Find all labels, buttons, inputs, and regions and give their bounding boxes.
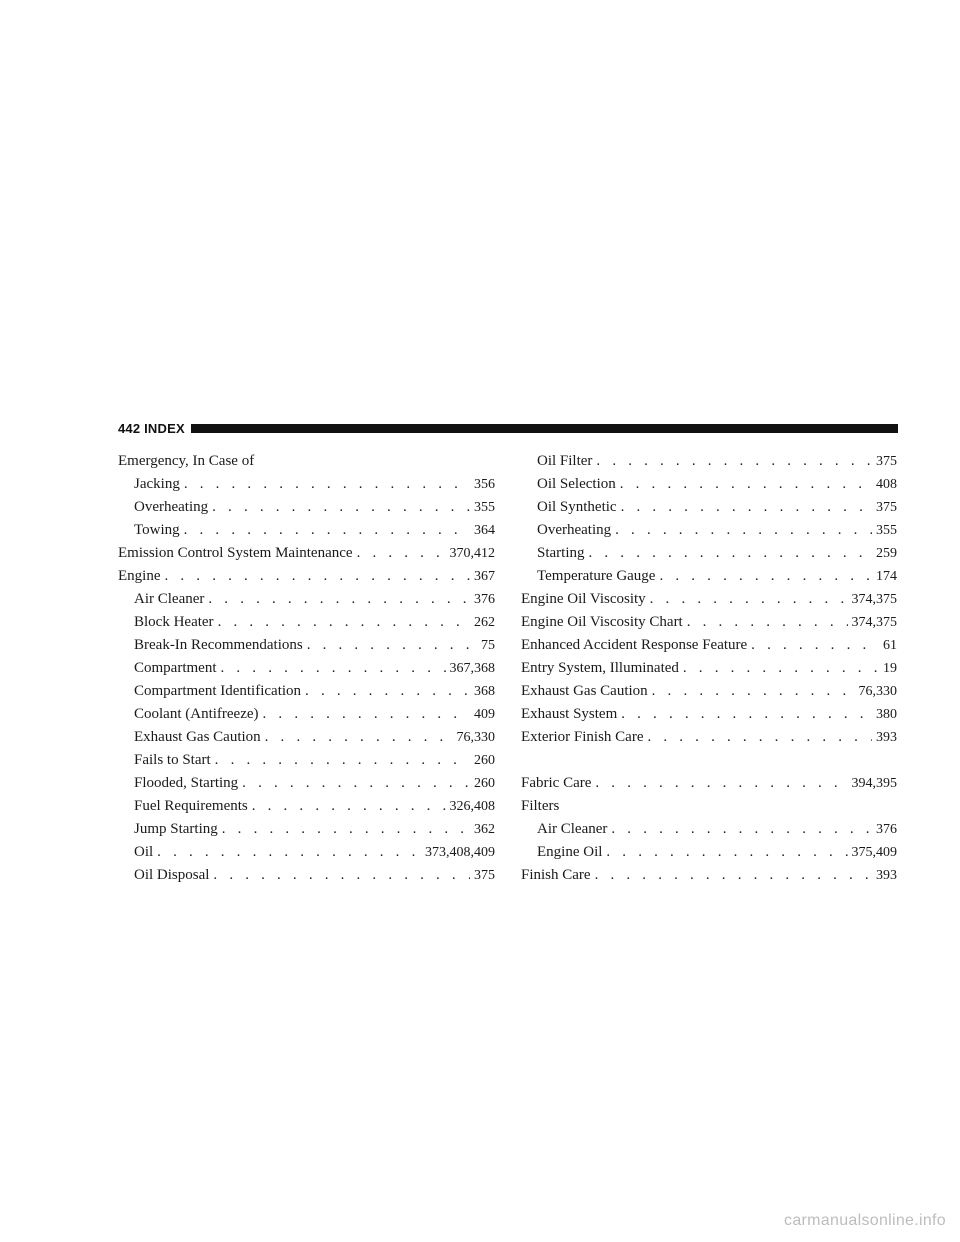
index-entry [118, 772, 495, 795]
index-entry [118, 680, 495, 703]
dot-leader [650, 588, 848, 611]
watermark: carmanualsonline.info [784, 1212, 946, 1229]
entry-page: 362 [474, 822, 495, 837]
dot-leader [157, 841, 421, 864]
entry-label: Exterior Finish Care [521, 729, 644, 745]
entry-label: Block Heater [134, 614, 214, 630]
dot-leader [263, 703, 470, 726]
entry-page: 375 [876, 500, 897, 515]
entry-label: Fabric Care [521, 775, 592, 791]
entry-label: Exhaust Gas Caution [521, 683, 648, 699]
entry-label: Temperature Gauge [537, 568, 656, 584]
entry-page: 375 [474, 868, 495, 883]
index-entry [118, 611, 495, 634]
index-entry [118, 795, 495, 818]
index-column-left [118, 450, 495, 887]
index-entry [118, 749, 495, 772]
dot-leader [184, 519, 470, 542]
header-label [118, 421, 191, 436]
index-entry [118, 565, 495, 588]
dot-leader [165, 565, 471, 588]
entry-label: Jacking [134, 476, 180, 492]
index-entry [521, 496, 897, 519]
entry-label: Jump Starting [134, 821, 218, 837]
dot-leader [221, 657, 446, 680]
entry-page: 373,408,409 [425, 845, 495, 860]
entry-label: Exhaust Gas Caution [134, 729, 261, 745]
entry-label: Compartment Identification [134, 683, 302, 699]
index-entry [118, 864, 495, 887]
index-entry [521, 818, 897, 841]
index-entry [118, 703, 495, 726]
dot-leader [606, 841, 847, 864]
entry-label: Engine Oil Viscosity Chart [521, 614, 683, 630]
entry-page: 355 [474, 500, 495, 515]
index-entry [521, 657, 897, 680]
entry-page: 260 [474, 776, 495, 791]
dot-leader [595, 772, 847, 795]
entry-page: 262 [474, 615, 495, 630]
entry-page: 376 [876, 822, 897, 837]
index-entry [118, 473, 495, 496]
entry-page: 374,375 [851, 592, 897, 607]
entry-label: Oil Synthetic [537, 499, 617, 515]
entry-page: 76,330 [858, 684, 897, 699]
index-entry [118, 450, 495, 473]
page-number: 442 [118, 420, 141, 436]
entry-page: 374,375 [851, 615, 897, 630]
index-entry [118, 841, 495, 864]
index-entry [521, 519, 897, 542]
index-entry [118, 519, 495, 542]
entry-label: Engine Oil [537, 844, 603, 860]
entry-page: 368 [474, 684, 495, 699]
entry-label: Towing [134, 522, 180, 538]
index-entry [521, 703, 897, 726]
entry-label: Compartment [134, 660, 217, 676]
dot-leader [307, 634, 477, 657]
dot-leader [647, 726, 872, 749]
index-entry [118, 726, 495, 749]
dot-leader [683, 657, 879, 680]
index-entry [521, 864, 897, 887]
entry-label: Overheating [134, 499, 209, 515]
index-entry [521, 841, 897, 864]
entry-label: Finish Care [521, 867, 591, 883]
dot-leader [208, 588, 470, 611]
dot-leader [751, 634, 879, 657]
entry-page: 356 [474, 477, 495, 492]
entry-label: Emission Control System Maintenance [118, 545, 353, 561]
entry-page: 259 [876, 546, 897, 561]
index-entry [521, 634, 897, 657]
entry-page: 375,409 [851, 845, 897, 860]
index-entry [521, 450, 897, 473]
dot-leader [242, 772, 470, 795]
index-entry [118, 818, 495, 841]
entry-page: 367 [474, 569, 495, 584]
entry-label: Break-In Recommendations [134, 637, 303, 653]
index-entry [521, 588, 897, 611]
index-entry [521, 772, 897, 795]
entry-page: 367,368 [449, 661, 495, 676]
entry-page: 355 [876, 523, 897, 538]
entry-label: Starting [537, 545, 585, 561]
dot-leader [652, 680, 855, 703]
page-header [118, 419, 898, 437]
entry-label: Oil Filter [537, 453, 593, 469]
dot-leader [595, 864, 872, 887]
entry-page: 75 [481, 638, 495, 653]
dot-leader [218, 611, 470, 634]
entry-label: Oil [134, 844, 154, 860]
dot-leader [213, 864, 470, 887]
entry-label: Enhanced Accident Response Feature [521, 637, 748, 653]
index-entry [521, 473, 897, 496]
dot-leader [252, 795, 446, 818]
entry-page: 393 [876, 868, 897, 883]
entry-page: 174 [876, 569, 897, 584]
entry-page: 370,412 [449, 546, 495, 561]
index-entry [521, 542, 897, 565]
entry-page: 376 [474, 592, 495, 607]
index-entry [118, 588, 495, 611]
entry-page: 393 [876, 730, 897, 745]
dot-leader [621, 496, 872, 519]
entry-label: Fuel Requirements [134, 798, 248, 814]
dot-leader [215, 749, 470, 772]
dot-leader [621, 703, 872, 726]
index-entry [118, 657, 495, 680]
index-entry [118, 634, 495, 657]
dot-leader [659, 565, 872, 588]
entry-label: Engine Oil Viscosity [521, 591, 646, 607]
index-entry [521, 565, 897, 588]
entry-label: Entry System, Illuminated [521, 660, 679, 676]
entry-page: 19 [883, 661, 897, 676]
dot-leader [620, 473, 872, 496]
index-entry [118, 496, 495, 519]
entry-label: Oil Disposal [134, 867, 210, 883]
dot-leader [611, 818, 872, 841]
entry-label: Flooded, Starting [134, 775, 239, 791]
entry-label: Air Cleaner [537, 821, 608, 837]
index-entry [521, 726, 897, 749]
index-entry [118, 542, 495, 565]
entry-label: Fails to Start [134, 752, 211, 768]
dot-leader [212, 496, 470, 519]
entry-label: Filters [521, 798, 560, 814]
entry-page: 380 [876, 707, 897, 722]
dot-leader [615, 519, 872, 542]
entry-label: Emergency, In Case of [118, 453, 255, 469]
dot-leader [184, 473, 470, 496]
entry-label: Engine [118, 568, 161, 584]
dot-leader [265, 726, 453, 749]
dot-leader [222, 818, 470, 841]
entry-page: 326,408 [449, 799, 495, 814]
entry-page: 364 [474, 523, 495, 538]
index-entry [521, 611, 897, 634]
entry-page: 61 [883, 638, 897, 653]
index-column-right [521, 450, 897, 887]
entry-label: Oil Selection [537, 476, 616, 492]
index-entry [521, 795, 897, 818]
entry-page: 260 [474, 753, 495, 768]
dot-leader [305, 680, 470, 703]
entry-label: Overheating [537, 522, 612, 538]
header-rule [191, 424, 898, 433]
entry-page: 76,330 [456, 730, 495, 745]
entry-page: 408 [876, 477, 897, 492]
section-title: INDEX [144, 420, 185, 436]
dot-leader [357, 542, 446, 565]
entry-page: 375 [876, 454, 897, 469]
entry-page: 409 [474, 707, 495, 722]
entry-page: 394,395 [851, 776, 897, 791]
entry-label: Coolant (Antifreeze) [134, 706, 259, 722]
dot-leader [596, 450, 872, 473]
index-entry [521, 680, 897, 703]
entry-label: Exhaust System [521, 706, 618, 722]
entry-label: Air Cleaner [134, 591, 205, 607]
dot-leader [589, 542, 873, 565]
dot-leader [687, 611, 848, 634]
